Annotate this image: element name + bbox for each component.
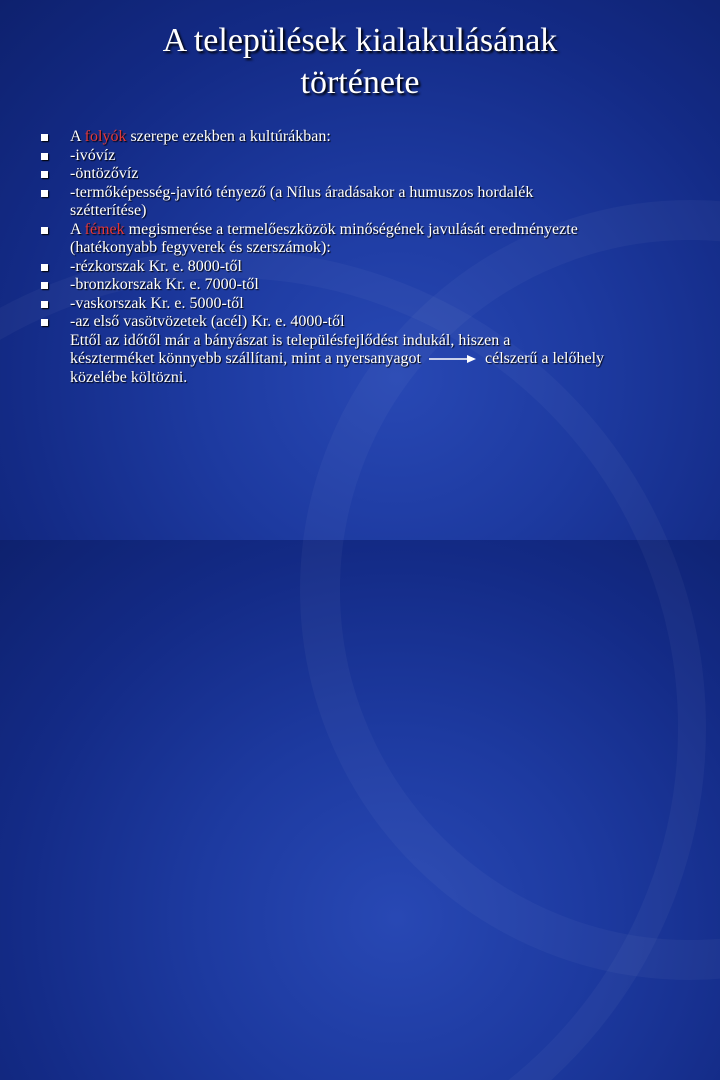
list-item: -öntözővíz: [40, 165, 690, 184]
list-item: -ivóvíz: [40, 147, 690, 166]
square-bullet-icon: [41, 134, 48, 141]
list-item: A fémek megismerése a termelőeszközök minőségének javulását eredményezte (hatékonyabb fegyverek és szerszámok):: [40, 221, 690, 258]
right-arrow-icon: [429, 354, 477, 364]
square-bullet-icon: [41, 319, 48, 326]
list-item: -termőképesség-javító tényező (a Nílus áradásakor a humuszos hordalék szétterítése): [40, 184, 690, 221]
square-bullet-icon: [41, 282, 48, 289]
list-item: A folyók szerepe ezekben a kultúrákban:: [40, 128, 690, 147]
list-item: -vaskorszak Kr. e. 5000-től: [40, 295, 690, 314]
list-item: -rézkorszak Kr. e. 8000-től: [40, 258, 690, 277]
square-bullet-icon: [41, 190, 48, 197]
list-item: -bronzkorszak Kr. e. 7000-től: [40, 276, 690, 295]
list-item: -az első vasötvözetek (acél) Kr. e. 4000-től Ettől az időtől már a bányászat is településfejlődést indukál, hiszen a készterméket könnyebb szállítani, mint a nyersanyagot célszerű a lelőhely közelébe költözni.: [40, 313, 690, 387]
title-line-1: A települések kialakulásának: [162, 22, 558, 59]
square-bullet-icon: [41, 227, 48, 234]
square-bullet-icon: [41, 301, 48, 308]
title-line-2: története: [300, 64, 420, 101]
highlight-rivers: folyók: [84, 128, 127, 145]
square-bullet-icon: [41, 153, 48, 160]
slide-title: [0, 20, 720, 104]
bullet-list: [40, 128, 690, 387]
highlight-metals: fémek: [84, 220, 125, 238]
square-bullet-icon: [41, 264, 48, 271]
square-bullet-icon: [41, 171, 48, 178]
